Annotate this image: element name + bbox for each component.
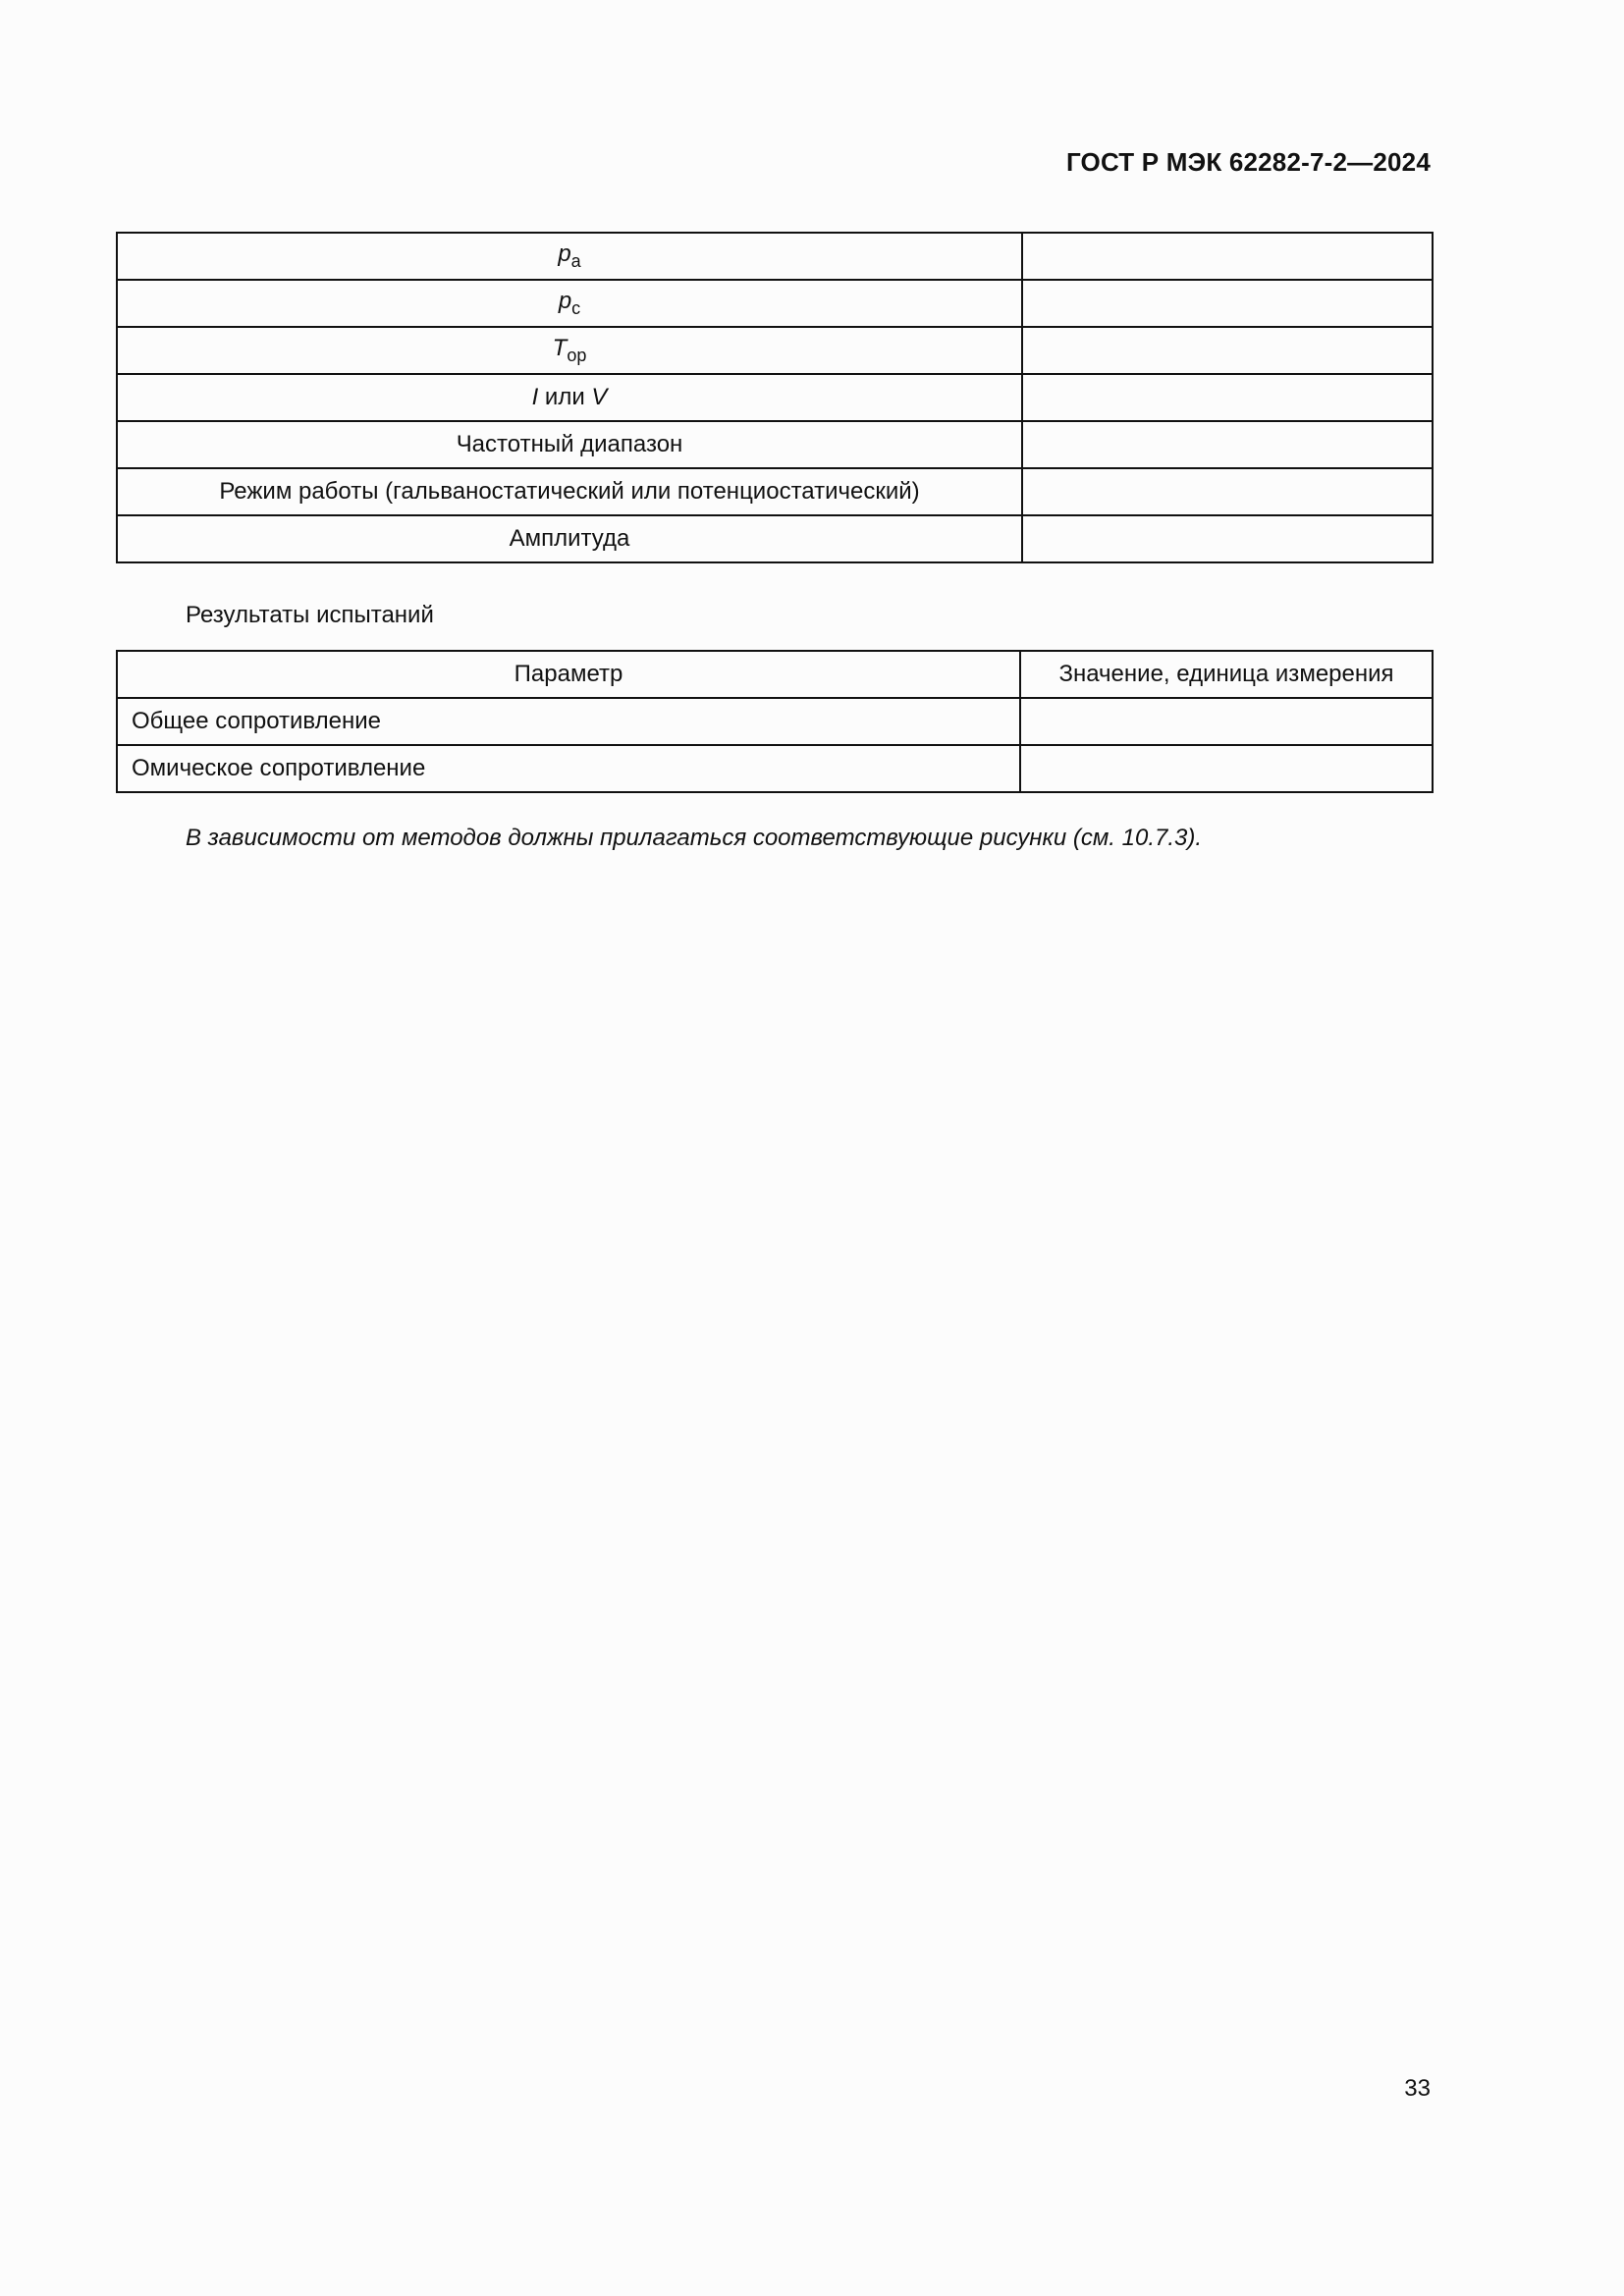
page-number: 33 [1404, 2075, 1431, 2102]
column-header-parameter: Параметр [117, 651, 1020, 698]
test-results-table [116, 650, 1434, 793]
parameter-value [1022, 468, 1433, 515]
results-heading: Результаты испытаний [186, 602, 434, 628]
subscript: op [567, 346, 587, 365]
test-parameters-table [116, 232, 1434, 563]
column-header-value: Значение, единица измерения [1020, 651, 1433, 698]
table-row [117, 374, 1433, 421]
table-row [117, 327, 1433, 374]
parameter-label: Режим работы (гальваностатический или потенциостатический) [117, 468, 1022, 515]
figures-note: В зависимости от методов должны прилагаться соответствующие рисунки (см. 10.7.3). [186, 825, 1203, 851]
subscript: c [571, 298, 581, 318]
parameter-value [1022, 421, 1433, 468]
table-row [117, 745, 1433, 792]
table-row [117, 468, 1433, 515]
result-value [1020, 698, 1433, 745]
symbol: V [591, 384, 608, 410]
parameter-value [1022, 280, 1433, 327]
parameter-label [117, 374, 1022, 421]
parameter-label [117, 327, 1022, 374]
parameter-value [1022, 515, 1433, 562]
table-header-row [117, 651, 1433, 698]
result-parameter: Омическое сопротивление [117, 745, 1020, 792]
parameter-label [117, 233, 1022, 280]
parameter-value [1022, 374, 1433, 421]
symbol: I [531, 384, 539, 410]
symbol: T [552, 335, 568, 361]
symbol: p [558, 288, 572, 314]
conjunction: или [538, 384, 592, 410]
subscript: a [570, 251, 581, 271]
table-row [117, 280, 1433, 327]
table-row [117, 515, 1433, 562]
document-header: ГОСТ Р МЭК 62282-7-2—2024 [1065, 147, 1431, 177]
result-parameter: Общее сопротивление [117, 698, 1020, 745]
result-value [1020, 745, 1433, 792]
parameter-label [117, 280, 1022, 327]
table-row [117, 233, 1433, 280]
parameter-label: Частотный диапазон [117, 421, 1022, 468]
parameter-value [1022, 327, 1433, 374]
table-row [117, 698, 1433, 745]
table-row [117, 421, 1433, 468]
symbol: p [558, 240, 571, 267]
parameter-label: Амплитуда [117, 515, 1022, 562]
parameter-value [1022, 233, 1433, 280]
